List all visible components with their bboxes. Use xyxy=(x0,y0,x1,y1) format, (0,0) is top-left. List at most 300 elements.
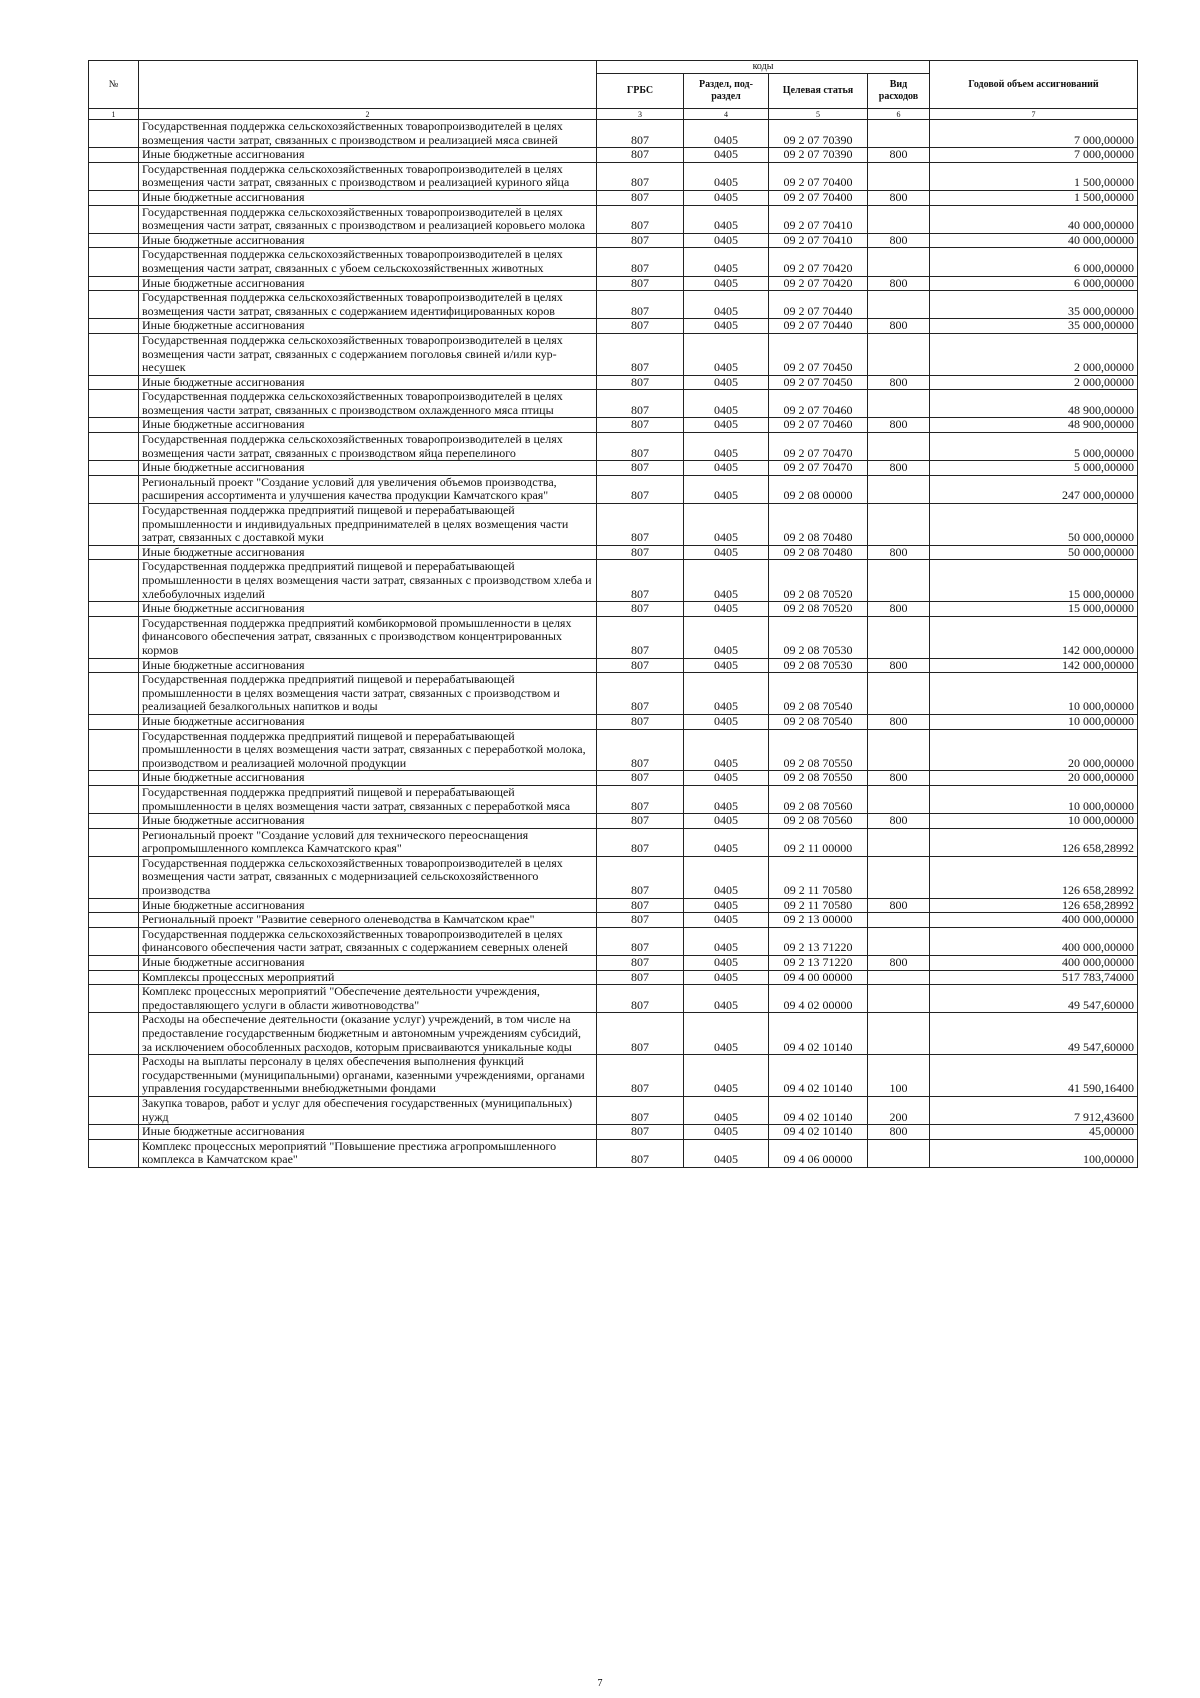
cell-kind xyxy=(868,970,930,985)
cell-kind: 800 xyxy=(868,771,930,786)
cell-target: 09 2 07 70390 xyxy=(769,148,868,163)
cell-grbs: 807 xyxy=(597,504,684,546)
cell-kind: 800 xyxy=(868,814,930,829)
cell-num xyxy=(89,616,139,658)
cell-grbs: 807 xyxy=(597,898,684,913)
cell-kind xyxy=(868,1139,930,1167)
table-header xyxy=(89,61,1138,120)
cell-num xyxy=(89,828,139,856)
cell-num xyxy=(89,560,139,602)
cell-amount: 142 000,00000 xyxy=(930,616,1138,658)
cell-kind: 800 xyxy=(868,898,930,913)
cell-kind xyxy=(868,390,930,418)
cell-target: 09 2 08 70550 xyxy=(769,771,868,786)
cell-target: 09 2 13 71220 xyxy=(769,927,868,955)
cell-amount: 49 547,60000 xyxy=(930,985,1138,1013)
cell-grbs: 807 xyxy=(597,1096,684,1124)
cell-name: Государственная поддержка предприятий пищевой и перерабатывающей промышленности в целях возмещения части затрат, связанных с переработкой молока, производством и реализацией молочной продукции xyxy=(139,729,597,771)
cell-name: Иные бюджетные ассигнования xyxy=(139,148,597,163)
cell-kind: 800 xyxy=(868,276,930,291)
cell-grbs: 807 xyxy=(597,291,684,319)
header-col-2: 2 xyxy=(139,109,597,120)
cell-section: 0405 xyxy=(684,205,769,233)
cell-num xyxy=(89,814,139,829)
cell-section: 0405 xyxy=(684,927,769,955)
cell-target: 09 4 00 00000 xyxy=(769,970,868,985)
cell-name: Расходы на выплаты персоналу в целях обеспечения выполнения функций государственными (муниципальными) органами, казенными учреждениями, органами управления государственными внебюджетными фондами xyxy=(139,1055,597,1097)
table-row xyxy=(89,814,1138,829)
cell-name: Иные бюджетные ассигнования xyxy=(139,190,597,205)
header-target: Целевая статья xyxy=(769,74,868,109)
cell-section: 0405 xyxy=(684,1013,769,1055)
cell-num xyxy=(89,956,139,971)
cell-kind xyxy=(868,729,930,771)
cell-name: Иные бюджетные ассигнования xyxy=(139,545,597,560)
cell-name: Комплекс процессных мероприятий "Повышение престижа агропромышленного комплекса в Камчатском крае" xyxy=(139,1139,597,1167)
cell-section: 0405 xyxy=(684,291,769,319)
cell-num xyxy=(89,771,139,786)
cell-kind xyxy=(868,673,930,715)
table-row xyxy=(89,602,1138,617)
cell-amount: 142 000,00000 xyxy=(930,658,1138,673)
cell-target: 09 2 07 70400 xyxy=(769,162,868,190)
cell-kind xyxy=(868,856,930,898)
cell-target: 09 4 02 10140 xyxy=(769,1125,868,1140)
header-name xyxy=(139,61,597,109)
cell-section: 0405 xyxy=(684,616,769,658)
cell-grbs: 807 xyxy=(597,319,684,334)
cell-num xyxy=(89,504,139,546)
cell-name: Иные бюджетные ассигнования xyxy=(139,602,597,617)
cell-target: 09 4 06 00000 xyxy=(769,1139,868,1167)
cell-amount: 5 000,00000 xyxy=(930,461,1138,476)
table-row xyxy=(89,248,1138,276)
table-row xyxy=(89,616,1138,658)
table-row xyxy=(89,233,1138,248)
cell-name: Государственная поддержка предприятий пищевой и перерабатывающей промышленности в целях возмещения части затрат, связанных с производством хлеба и хлебобулочных изделий xyxy=(139,560,597,602)
table-row xyxy=(89,418,1138,433)
cell-grbs: 807 xyxy=(597,913,684,928)
table-row xyxy=(89,856,1138,898)
cell-amount: 126 658,28992 xyxy=(930,898,1138,913)
cell-amount: 15 000,00000 xyxy=(930,602,1138,617)
cell-section: 0405 xyxy=(684,602,769,617)
cell-section: 0405 xyxy=(684,1139,769,1167)
cell-target: 09 2 07 70390 xyxy=(769,120,868,148)
cell-grbs: 807 xyxy=(597,814,684,829)
cell-amount: 7 912,43600 xyxy=(930,1096,1138,1124)
cell-name: Иные бюджетные ассигнования xyxy=(139,714,597,729)
cell-section: 0405 xyxy=(684,785,769,813)
cell-num xyxy=(89,190,139,205)
cell-amount: 400 000,00000 xyxy=(930,956,1138,971)
cell-target: 09 2 07 70440 xyxy=(769,291,868,319)
cell-num xyxy=(89,333,139,375)
cell-name: Иные бюджетные ассигнования xyxy=(139,276,597,291)
cell-section: 0405 xyxy=(684,162,769,190)
cell-section: 0405 xyxy=(684,560,769,602)
cell-amount: 48 900,00000 xyxy=(930,418,1138,433)
cell-grbs: 807 xyxy=(597,1139,684,1167)
cell-name: Иные бюджетные ассигнования xyxy=(139,375,597,390)
cell-amount: 45,00000 xyxy=(930,1125,1138,1140)
cell-section: 0405 xyxy=(684,913,769,928)
cell-target: 09 2 07 70460 xyxy=(769,390,868,418)
cell-section: 0405 xyxy=(684,433,769,461)
cell-target: 09 2 11 00000 xyxy=(769,828,868,856)
cell-target: 09 2 07 70440 xyxy=(769,319,868,334)
cell-kind xyxy=(868,1013,930,1055)
cell-num xyxy=(89,162,139,190)
cell-name: Государственная поддержка предприятий пищевой и перерабатывающей промышленности и индивидуальных предпринимателей в целях возмещения части затрат, связанных с доставкой муки xyxy=(139,504,597,546)
cell-grbs: 807 xyxy=(597,433,684,461)
cell-amount: 20 000,00000 xyxy=(930,771,1138,786)
cell-section: 0405 xyxy=(684,898,769,913)
cell-kind xyxy=(868,913,930,928)
cell-name: Государственная поддержка сельскохозяйственных товаропроизводителей в целях возмещения части затрат, связанных с производством охлажденного мяса птицы xyxy=(139,390,597,418)
cell-kind: 800 xyxy=(868,461,930,476)
cell-section: 0405 xyxy=(684,190,769,205)
cell-target: 09 2 11 70580 xyxy=(769,898,868,913)
table-row xyxy=(89,433,1138,461)
table-row xyxy=(89,504,1138,546)
cell-target: 09 2 08 70520 xyxy=(769,560,868,602)
cell-section: 0405 xyxy=(684,390,769,418)
table-row xyxy=(89,375,1138,390)
cell-kind xyxy=(868,828,930,856)
table-row xyxy=(89,120,1138,148)
cell-target: 09 2 13 00000 xyxy=(769,913,868,928)
cell-target: 09 2 08 70550 xyxy=(769,729,868,771)
cell-name: Государственная поддержка сельскохозяйственных товаропроизводителей в целях возмещения части затрат, связанных с производством яйца перепелиного xyxy=(139,433,597,461)
cell-section: 0405 xyxy=(684,985,769,1013)
budget-table xyxy=(88,60,1138,1168)
cell-name: Расходы на обеспечение деятельности (оказание услуг) учреждений, в том числе на предоставление государственным бюджетным и автономным учреждениям субсидий, за исключением обособленных расходов, которым присваиваются уникальные коды xyxy=(139,1013,597,1055)
cell-kind: 800 xyxy=(868,148,930,163)
cell-num xyxy=(89,1055,139,1097)
header-kind: Вид расходов xyxy=(868,74,930,109)
table-row xyxy=(89,291,1138,319)
cell-num xyxy=(89,985,139,1013)
cell-grbs: 807 xyxy=(597,333,684,375)
cell-grbs: 807 xyxy=(597,927,684,955)
header-section: Раздел, под-раздел xyxy=(684,74,769,109)
cell-target: 09 2 08 70480 xyxy=(769,545,868,560)
cell-target: 09 2 13 71220 xyxy=(769,956,868,971)
table-row xyxy=(89,276,1138,291)
table-row xyxy=(89,205,1138,233)
cell-target: 09 4 02 10140 xyxy=(769,1055,868,1097)
cell-num xyxy=(89,1139,139,1167)
cell-kind xyxy=(868,785,930,813)
cell-section: 0405 xyxy=(684,714,769,729)
cell-amount: 400 000,00000 xyxy=(930,913,1138,928)
cell-grbs: 807 xyxy=(597,970,684,985)
cell-num xyxy=(89,276,139,291)
cell-section: 0405 xyxy=(684,729,769,771)
cell-num xyxy=(89,375,139,390)
budget-table-page xyxy=(88,60,1137,1168)
cell-num xyxy=(89,148,139,163)
cell-amount: 1 500,00000 xyxy=(930,190,1138,205)
cell-amount: 7 000,00000 xyxy=(930,120,1138,148)
cell-name: Государственная поддержка предприятий комбикормовой промышленности в целях финансового обеспечения затрат, связанных с производством концентрированных кормов xyxy=(139,616,597,658)
table-row xyxy=(89,190,1138,205)
cell-num xyxy=(89,248,139,276)
cell-num xyxy=(89,714,139,729)
cell-amount: 10 000,00000 xyxy=(930,714,1138,729)
cell-section: 0405 xyxy=(684,1125,769,1140)
cell-grbs: 807 xyxy=(597,785,684,813)
cell-target: 09 2 08 70540 xyxy=(769,673,868,715)
table-row xyxy=(89,1055,1138,1097)
cell-name: Иные бюджетные ассигнования xyxy=(139,233,597,248)
cell-kind xyxy=(868,985,930,1013)
cell-section: 0405 xyxy=(684,771,769,786)
table-row xyxy=(89,729,1138,771)
cell-kind: 800 xyxy=(868,956,930,971)
cell-name: Иные бюджетные ассигнования xyxy=(139,814,597,829)
cell-num xyxy=(89,729,139,771)
cell-amount: 247 000,00000 xyxy=(930,475,1138,503)
cell-num xyxy=(89,205,139,233)
cell-grbs: 807 xyxy=(597,985,684,1013)
cell-amount: 40 000,00000 xyxy=(930,233,1138,248)
table-row xyxy=(89,985,1138,1013)
header-col-6: 6 xyxy=(868,109,930,120)
cell-target: 09 2 08 70560 xyxy=(769,814,868,829)
cell-grbs: 807 xyxy=(597,545,684,560)
cell-grbs: 807 xyxy=(597,375,684,390)
cell-amount: 41 590,16400 xyxy=(930,1055,1138,1097)
cell-section: 0405 xyxy=(684,248,769,276)
cell-kind: 200 xyxy=(868,1096,930,1124)
cell-name: Государственная поддержка предприятий пищевой и перерабатывающей промышленности в целях возмещения части затрат, связанных с переработкой мяса xyxy=(139,785,597,813)
cell-section: 0405 xyxy=(684,148,769,163)
cell-name: Комплекс процессных мероприятий "Обеспечение деятельности учреждения, предоставляющего услуги в области животноводства" xyxy=(139,985,597,1013)
cell-target: 09 2 07 70420 xyxy=(769,276,868,291)
cell-section: 0405 xyxy=(684,319,769,334)
cell-kind xyxy=(868,927,930,955)
cell-num xyxy=(89,1013,139,1055)
cell-target: 09 2 07 70410 xyxy=(769,205,868,233)
cell-grbs: 807 xyxy=(597,475,684,503)
cell-num xyxy=(89,658,139,673)
cell-grbs: 807 xyxy=(597,602,684,617)
cell-amount: 35 000,00000 xyxy=(930,291,1138,319)
cell-num xyxy=(89,461,139,476)
cell-name: Региональный проект "Создание условий для технического переоснащения агропромышленного комплекса Камчатского края" xyxy=(139,828,597,856)
table-row xyxy=(89,970,1138,985)
cell-grbs: 807 xyxy=(597,658,684,673)
cell-num xyxy=(89,785,139,813)
table-row xyxy=(89,658,1138,673)
cell-num xyxy=(89,927,139,955)
cell-section: 0405 xyxy=(684,814,769,829)
cell-section: 0405 xyxy=(684,1055,769,1097)
cell-num xyxy=(89,319,139,334)
table-row xyxy=(89,771,1138,786)
cell-target: 09 4 02 10140 xyxy=(769,1096,868,1124)
cell-grbs: 807 xyxy=(597,190,684,205)
table-row xyxy=(89,785,1138,813)
cell-grbs: 807 xyxy=(597,560,684,602)
cell-num xyxy=(89,1096,139,1124)
cell-num xyxy=(89,898,139,913)
cell-kind: 800 xyxy=(868,714,930,729)
cell-target: 09 2 08 70530 xyxy=(769,616,868,658)
cell-name: Иные бюджетные ассигнования xyxy=(139,771,597,786)
table-row xyxy=(89,898,1138,913)
cell-amount: 1 500,00000 xyxy=(930,162,1138,190)
cell-grbs: 807 xyxy=(597,828,684,856)
cell-num xyxy=(89,673,139,715)
cell-kind xyxy=(868,475,930,503)
cell-kind: 800 xyxy=(868,233,930,248)
header-col-7: 7 xyxy=(930,109,1138,120)
cell-grbs: 807 xyxy=(597,162,684,190)
cell-target: 09 2 07 70420 xyxy=(769,248,868,276)
cell-target: 09 2 11 70580 xyxy=(769,856,868,898)
cell-section: 0405 xyxy=(684,956,769,971)
cell-section: 0405 xyxy=(684,233,769,248)
cell-kind xyxy=(868,291,930,319)
cell-name: Закупка товаров, работ и услуг для обеспечения государственных (муниципальных) нужд xyxy=(139,1096,597,1124)
table-row xyxy=(89,956,1138,971)
cell-kind: 800 xyxy=(868,602,930,617)
cell-section: 0405 xyxy=(684,120,769,148)
cell-name: Государственная поддержка сельскохозяйственных товаропроизводителей в целях возмещения части затрат, связанных с содержанием поголовья свиней и/или кур-несушек xyxy=(139,333,597,375)
cell-section: 0405 xyxy=(684,475,769,503)
cell-name: Региональный проект "Развитие северного оленеводства в Камчатском крае" xyxy=(139,913,597,928)
cell-grbs: 807 xyxy=(597,956,684,971)
cell-amount: 400 000,00000 xyxy=(930,927,1138,955)
cell-kind: 800 xyxy=(868,1125,930,1140)
cell-amount: 15 000,00000 xyxy=(930,560,1138,602)
cell-amount: 10 000,00000 xyxy=(930,673,1138,715)
table-row xyxy=(89,319,1138,334)
cell-section: 0405 xyxy=(684,828,769,856)
cell-target: 09 2 07 70410 xyxy=(769,233,868,248)
cell-name: Государственная поддержка сельскохозяйственных товаропроизводителей в целях возмещения части затрат, связанных с содержанием идентифицированных коров xyxy=(139,291,597,319)
cell-target: 09 2 08 70560 xyxy=(769,785,868,813)
cell-kind xyxy=(868,248,930,276)
cell-kind: 800 xyxy=(868,190,930,205)
cell-amount: 6 000,00000 xyxy=(930,276,1138,291)
cell-grbs: 807 xyxy=(597,205,684,233)
cell-name: Иные бюджетные ассигнования xyxy=(139,658,597,673)
cell-num xyxy=(89,233,139,248)
table-row xyxy=(89,913,1138,928)
cell-target: 09 2 08 70540 xyxy=(769,714,868,729)
cell-section: 0405 xyxy=(684,1096,769,1124)
cell-target: 09 4 02 10140 xyxy=(769,1013,868,1055)
page-number: 7 xyxy=(597,1678,603,1689)
table-row xyxy=(89,1096,1138,1124)
cell-amount: 517 783,74000 xyxy=(930,970,1138,985)
cell-kind: 800 xyxy=(868,418,930,433)
cell-target: 09 4 02 00000 xyxy=(769,985,868,1013)
cell-amount: 48 900,00000 xyxy=(930,390,1138,418)
cell-section: 0405 xyxy=(684,276,769,291)
table-row xyxy=(89,673,1138,715)
cell-target: 09 2 08 70530 xyxy=(769,658,868,673)
table-row xyxy=(89,475,1138,503)
cell-kind: 800 xyxy=(868,375,930,390)
cell-kind: 800 xyxy=(868,658,930,673)
cell-num xyxy=(89,120,139,148)
table-row xyxy=(89,560,1138,602)
cell-amount: 7 000,00000 xyxy=(930,148,1138,163)
cell-name: Государственная поддержка сельскохозяйственных товаропроизводителей в целях возмещения части затрат, связанных с модернизацией сельскохозяйственного производства xyxy=(139,856,597,898)
cell-grbs: 807 xyxy=(597,1055,684,1097)
cell-num xyxy=(89,856,139,898)
cell-target: 09 2 08 70520 xyxy=(769,602,868,617)
cell-num xyxy=(89,913,139,928)
cell-name: Государственная поддержка сельскохозяйственных товаропроизводителей в целях возмещения части затрат, связанных с производством и реализацией куриного яйца xyxy=(139,162,597,190)
table-row xyxy=(89,714,1138,729)
cell-grbs: 807 xyxy=(597,418,684,433)
cell-grbs: 807 xyxy=(597,148,684,163)
table-row xyxy=(89,1125,1138,1140)
table-row xyxy=(89,390,1138,418)
cell-name: Государственная поддержка сельскохозяйственных товаропроизводителей в целях финансового обеспечения части затрат, связанных с содержанием северных оленей xyxy=(139,927,597,955)
cell-target: 09 2 08 70480 xyxy=(769,504,868,546)
header-codes: коды xyxy=(597,61,930,74)
table-row xyxy=(89,828,1138,856)
cell-grbs: 807 xyxy=(597,233,684,248)
header-annual: Годовой объем ассигнований xyxy=(930,61,1138,109)
cell-grbs: 807 xyxy=(597,771,684,786)
table-row xyxy=(89,1013,1138,1055)
table-row xyxy=(89,162,1138,190)
cell-section: 0405 xyxy=(684,658,769,673)
table-row xyxy=(89,927,1138,955)
header-grbs: ГРБС xyxy=(597,74,684,109)
cell-target: 09 2 07 70400 xyxy=(769,190,868,205)
cell-amount: 20 000,00000 xyxy=(930,729,1138,771)
cell-num xyxy=(89,545,139,560)
cell-kind xyxy=(868,504,930,546)
cell-section: 0405 xyxy=(684,333,769,375)
header-num: № xyxy=(89,61,139,109)
cell-section: 0405 xyxy=(684,504,769,546)
cell-name: Иные бюджетные ассигнования xyxy=(139,319,597,334)
cell-name: Государственная поддержка сельскохозяйственных товаропроизводителей в целях возмещения части затрат, связанных с производством и реализацией коровьего молока xyxy=(139,205,597,233)
table-row xyxy=(89,1139,1138,1167)
cell-name: Иные бюджетные ассигнования xyxy=(139,1125,597,1140)
cell-grbs: 807 xyxy=(597,673,684,715)
cell-amount: 6 000,00000 xyxy=(930,248,1138,276)
cell-target: 09 2 07 70460 xyxy=(769,418,868,433)
cell-amount: 10 000,00000 xyxy=(930,814,1138,829)
cell-grbs: 807 xyxy=(597,461,684,476)
cell-name: Иные бюджетные ассигнования xyxy=(139,418,597,433)
cell-amount: 2 000,00000 xyxy=(930,375,1138,390)
cell-amount: 49 547,60000 xyxy=(930,1013,1138,1055)
header-col-1: 1 xyxy=(89,109,139,120)
cell-target: 09 2 07 70450 xyxy=(769,333,868,375)
cell-amount: 10 000,00000 xyxy=(930,785,1138,813)
cell-num xyxy=(89,970,139,985)
header-col-4: 4 xyxy=(684,109,769,120)
cell-section: 0405 xyxy=(684,673,769,715)
cell-num xyxy=(89,390,139,418)
cell-section: 0405 xyxy=(684,856,769,898)
cell-section: 0405 xyxy=(684,461,769,476)
cell-num xyxy=(89,291,139,319)
cell-kind xyxy=(868,616,930,658)
